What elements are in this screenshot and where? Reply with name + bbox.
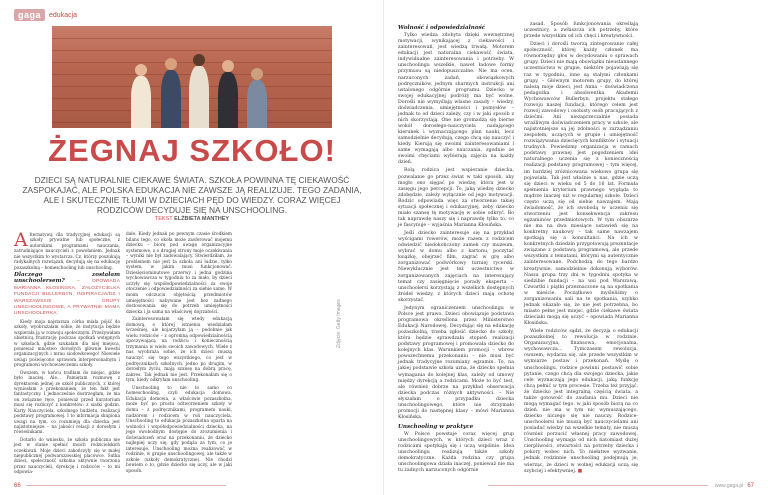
byline: [0, 216, 384, 222]
interview-intro: [14, 272, 120, 317]
child-figure: [130, 64, 152, 128]
interview-attribution: – OPOWIADA MARIANNA KŁOSIŃSKA, ZAŁOŻYCIELKA FUNDACJI BULLERBYN, INSPIRACJA/DZ I WARSZAWSKIE GRUPY UNSCHOOLINGOWE, A PRYWATNIE MAMA UNSCHOOLERKA.: [14, 279, 120, 317]
article-lead: DZIECI SĄ NATURALNIE CIEKAWE ŚWIATA. SZKOŁA POWINNA TĘ CIEKAWOŚĆ ZASPOKAJAĆ, ALE POLSKA EDUKACJA NIE ZAWSZE JĄ REALIZUJE. TEGO ZADANIA, ALE I SKUTECZNIE TŁUMI W DZIECIACH PĘD DO WIEDZY. CORAZ WIĘCEJ RODZICÓW DECYDUJE SIĘ NA UNSCHOOLING.: [22, 175, 362, 215]
paragraph: Jeśli dziecko zainteresuje się na przykład wyścigami rowerów, może razem z rodzicem odwiedzić niedokończony zamek czy muzeum, wybrać w domu albo z kartonu, poczytać książkę, obejrzeć film, zagrać w grę albo zorganizować podwórkowy turniej rycerski. Niewyklucznie jest też uczestnictwo w zorganizowanych zajęciach na interesujący temat czy zasięgnięcie porady eksperta – unschoolersi korzystają z wszelkich dostępnych źródeł wiedzy, z których dzieci mają ochotę skorzystać.: [398, 231, 514, 303]
paragraph: Alternatywą dla tradycyjnej edukacji są szkoły prywatne lub społeczne, z autorskimi programami nauczania, zatrudniające nauczycieli z powołaniem. Jednak nie wszystkim to wystarcza. Cz, którzy poszukują radykalnych rozwiązań, decydują się na edukację pozaszkolną – homeschooling lub unschooling.: [14, 229, 120, 270]
paragraph: Dzieci i dorośli tworzą zintegrowanie całej społeczność, której każdy członek ma równorzędny głos w decydowaniu o sprawach grupy. Dzieci nie mają obowiązku nieustannego uczestnictwa w grupie, niektóre pojawiają się raz w tygodniu, inne są stałymi członkami grupy. – Głównym motorem grupy, do której należą moje dzieci, jest Anna – doświadczona pedagożka i absolwentka Akademii Wychowawców Bullerbyn, projektu stałego rozwoju naszej fundacji, którego celem jest rozwój zawodowy i osobisty osób pracujących z dziećmi. Ani niezaprzeczalnie posiada wrażliwym doświadczeniem pracy w szkole, ale najistotniejsze są jej zdolności w zarządzaniu zespołem, uczących w grupie i umiejętność rozwiązywania dziecięcych konfliktów i sytuacji trudnych. Powiedzmy organizacja w ramach podstawy prawnej jest pogodzeniem idei naturalnego uczenia się z koniecznością realizacji podstawy programowej – tym więcej, im bardziej zróżnicowana wiekowo grupa się pojawiała. Tak jest właśnie u nas, gdzie uczą się dzieci w wieku od 5 do 16 lat. Formuła spełnienia kryterium prawnego wygląda to mądrze inaczej niż w regularnej szkole. Dzieci często uczą się od siebie nawzajem. Mają świadomość, że ich swobodą w uczeniu się stworzeniu jest konsekwencja zakresu egzaminów przedmiotowych. W tym obszarze nie ma na dwa miesiące ustawień się na konkretny naukowy – tak same nawzajem spotkają się a konsultanci. Na ich w konkretnych dziedzin przygotowują prezentacje związane z podstawą programową, ale przede wszystkim z tematami, którymi są autentycznie zainteresowane. Podchodzą do tego bardzo kreatywnie, samodzielnie dokonują wyborów. Nasza grupa trzy dni w tygodniu spotyka w siedzibie fundacji – na wsi pod Warszawą. Czwartki i piątki przeznaczone są na spotkania w mieście. Początkowo myśleliśmy o zorganizowaniu sali na te spotkania, szybko jednak okazało się, że nie jest potrzebna, bo miasto pełne jest miejsc, gdzie ciekawe świata dzieciaki mogą się uczyć – opowiada Marianna Kłosińska.: [524, 42, 638, 327]
subhead: Unschooling w praktyce: [398, 424, 474, 430]
page-number-left: 66: [14, 483, 21, 489]
text-column-1: [14, 229, 120, 477]
paragraph: W Polsce powstaje coraz więcej grup unschoolingowych, w których dzieci wraz z rodzicami spotykają się i uczą wspólnie. Idea unschoolingu realizują także szkoły demokratyczne. Każda rodzina czy grupa unschoolingowa działa inaczej, ponieważ nie ma tu żadnych narzuconych odgórnie: [398, 432, 514, 474]
drop-cap: A: [14, 229, 28, 251]
page-number-right: 67: [747, 483, 754, 489]
magazine-logo: gaga: [14, 9, 45, 21]
paragraph: dało. Kiedy jednak po pewnym czasie środkiem bilans tego, co okoła może zaoferować mojemu dziecku – biorę pod uwagę organizacyjne systemowe, z o drugiej strony moje oczekiwania – wyniki nie był zadowalający. Stwierdziłam, że problemem nie jest ta szkoła ani ludzie, tylko system, w jakim musi funkcjonować. Dziesięciominutowe przerwy i jedna godzina wychowawcza w tygodniu to za mało, by dzieci uczyły się współodpowiedzialności za swoje otoczenie i odpowiedzialności za siebie same. W moim odczuciu objętością przedmiotów umiejętności nabywane jest bez żadnego dostosowania się do potrzeb umiejętności dziecka i ja sama na właściwej dojrzałości.: [126, 232, 232, 315]
photo-credit: Zdjęcie: Getty Images: [336, 299, 342, 348]
paragraph: Jedynym ograniczeniem unschoolingu w Polsce jest prawo. Dzieci obowiązuje podstawa programowa określona przez Ministerstwo Edukacji Narodowej. Decydując się na edukację pozaszkolną, trzeba zgłosić dziecko do szkoły, która będzie sprawdzała stopień realizacji podstawy programowej i promowała dziecko do kolejnych klas. Warunkiem promocji – wbrew powszechnemu przekonaniu – nie musi być jednak tradycyjne rozumiany egzamin. To, na jakiej podstawie szkoła uzna, że dziecko spełnia wymagania do kolejnej klas, zależy od umowy między dyrekcją a rodzicami. Może to być test, ale również dobrze na przykład obserwacja dziecka podczas różnych aktywności. – Nie słyszałam o przypadku dziecka unschoolingowego, które nie otrzymało promocji do następnej klasy – mówi Marianna Kłosińska.: [398, 305, 514, 420]
footer-rule: [26, 485, 226, 486]
child-figure: [188, 54, 210, 128]
page-footer-right: [715, 483, 754, 489]
child-figure: [246, 68, 268, 128]
end-mark: ■: [577, 468, 583, 474]
child-figure: [217, 60, 239, 128]
site-url: www.gaga.pl: [714, 483, 744, 489]
paragraph: Rolą rodzica jest wspieranie dziecka, pozwalanie go przez świat w taki sposób, aby mogło ono sięgać po wiedzę, która jest w zasięgu jego percepcji. To, jaką wiedzę dziecko zdobędzie, zależy wyłącznie od jego motywacji. Rodzic odpowiada więc za stworzenie takiej sytuacji społecznej i edukacyjnej, żeby dziecko miało szansę tę motywację w sobie odkryć. Bo tak naprawdę naszy się i naprawdę tylko to, co je fascynuje – wyjaśnia Marianna Kłosińska.: [398, 168, 514, 228]
text-column-3: [398, 22, 514, 477]
paragraph: Tylko wiedza zdobyta dzięki wewnętrznej motywacji, wynikającej z ciekawości i zainteresowań, jest wiedzą trwałą. Motorem edukacji jest naturalna ciekawość świata, indywidualne zainteresowania i potrzeby. W unschoolingu wszelkie, nawet ładowe formy przymusu są niedopuszczalne. Nie ma ocen, narzuconych zadań, obowiązkowych podręczników, jednym sharmych instrukcji ani ustalonego odgórnie programu. Dziecko w swojej edukacyjnej podróży ma być wolne. Dorośli nie wymyślają własne zasady – wiedzy, doświadczenia, umiejętności i pomysłów – jednak to od dzieci zależy, czy i w jaki sposób z nich skorzystają. One nie gromadzą się bierne wokół dorosłego-nauczyciela nadającego kierunek i wyznaczającego plan nauki, lecz samodzielnie decydują, czego chcą się nauczyć i kiedy. Kierują się swoimi zainteresowaniami i same wymagają albo nauczania, zgodnie ze swoimi chęciami wybierają zajęcia na każdy dzień.: [398, 33, 514, 166]
paragraph: zasad. Sposób funkcjonowania określają uczestnicy, a zwłaszcza ich potrzeby, które przede wszystkim od ich chęci i kreatywności.: [524, 22, 638, 40]
text-column-4: [524, 22, 638, 477]
subhead: Wolność i odpowiedzialność: [398, 25, 486, 31]
subhead: Dlaczego zostałam unschoolersem?: [14, 271, 120, 285]
hero-photo: [52, 26, 332, 128]
article-headline: ŻEGNAJ SZKOŁO!: [48, 133, 336, 168]
child-figure: [160, 58, 182, 128]
byline-prefix: TEKST: [154, 216, 173, 222]
paragraph: Unschooling to nie to samo co homeschooling, czyli edukacja domowa. Edukacja domowa, a właściwie pozaszkolna, może być po prostu odtworzeniem szkoły w domu – z podręcznikami, programem nauki, nadzorem i rodzicem w roli nauczyciela. Unschooling to edukacja pozaszkolna oparta na wolności i współodpowiedzialności dziecka, na jego swobodnym dostępie do zrozumienia i doświadczeń oraz na przekonaniu, że dziecko najlepiej uczy się, gdy podąża za tym, co je interesuje. Unschooling można realizować w rodzinie, w grupie unschoolingowej, ale także w szkole (szkoły demokratyczne). Nie chodzi bowiem o to, gdzie dziecko się uczy, ale w jaki sposób.: [126, 385, 232, 474]
footer-rule: [488, 485, 708, 486]
paragraph: Wiele rodziców sądzi, że decyzja o edukacji pozaszkolnej to rewolucja w rodzinie. Organizacyjna, finansowa, emocjonalna, wychowawcza... Tymczasem rewolucja, owszem, wydarza się, ale przede wszystkim w wymiarze postaw i przekonań. Myślę o unschoolingu, rodzice powinni postawić sobie pytanie, czego chcą dla swojego dziecka, jakie cele wyznaczają jego edukacji, jaką funkcję chcą pełnić w tym procesie. Trzeba też przyjąć, że dziecko jest integralną częścią świata, a także gotowość do zaufania mu. Dzieci nie mogą wymagać tego, w jaki sposób biorą na co dzień, nie ma w tym nic wymuszającego, dziecko niczego się nie nauczy. Rodzice-unschoolersi nie muszą być nauczycielami ani posiadać wiedzy na wszelkie tematy, nie muszą również porzucić własnej pracy zawodowej. Unschooling wymaga od nich natomiast dużej cierpliwości, otwartości na potrzeby dziecka i pokory wobec nich. To niełatwe wyzwanie, jednak rodzinnie unschooling podejmują je, wierząc, że dzieci w wolnej edukacji uczą się szybciej i efektywniej. ■: [524, 329, 638, 474]
right-page: [384, 0, 768, 495]
text-column-2: [126, 232, 232, 477]
paragraph: Zainteresowałam się wtedy edukacją domową, o której istnieniu wiedziałam wcześniej, ale kojarzyłam ją – podobnie jak wielu rodziców – z ogromną odpowiedzialnością spoczywającą na rodzicu i koniecznością trzymania w wielu swoich zawodowych. Wiele z nas wyobraża sobie, że ich dzieci muszą nauczyć się tego wszystkiego, co jest w podręcznikach szkolnych, jedno po drugim, w dorosłym życiu, mają szansę na dobrą pracę, zakres. Tak jednak nie jest. Przekonałam się o tym, kiedy odkryłam unschooling.: [126, 317, 232, 384]
paragraph: Kiedy moja najstarsza córka miała pójść do szkoły, wyobrażałam sobie, że instytucja będzie wspierała ją w rozwoju społecznym. Przeżywałam obietnicą frustrację podczas spotkań wstępnych w szkołach, gdzie szukałam dla niej miejsca, ponieważ mnóstwo dorosłych głównie kwestii organizacyjnych i mrau siodowkowego! Niewiele uwagi poświęcono sprawom interpersonalnym i programowi wychowawczemu szkoły.: [14, 318, 120, 368]
section-label: edukacja: [49, 11, 78, 19]
paragraph: Dotarło do wniosku, że szkoła publiczna nie jest w stanie spełnić moich rodzicielskich oczekiwań. Moje dzieci zakończyły się w małej niepublicznej podwarszawskiej placówce. Sutka dzieci, społeczność szkolna aktywnie tworzona przez nauczycieli, dyrekcję i rodziców – to mi odpowia-: [14, 436, 120, 475]
paragraph: Owszem, w końcu trafiłam do miejsc, gdzie było inaczej. Ale... Pamiętam rozmowę z dyrektorem jednej ze szkół publicznych, z której wyniosłam z przekonaniem, że ten fakt jest fantastyczny. I jednocześnie dostrzegłam, że ma on związane ręce, ponieważ przed kuratorium musi się rozliczyć z konkretów: z siatki godzin, Karty Nauczyciela, szkolnego budżetu, realizacji podstawy programowej. I to informacja skupiona uwagi na tym, co rozumieją dla dziecka jest najistotniejsze – na jakości relacji z dorosłym i rówieśnikami.: [14, 369, 120, 435]
byline-author: ELŻBIETA MANTHEY: [174, 216, 230, 222]
section-tag: [14, 9, 77, 21]
